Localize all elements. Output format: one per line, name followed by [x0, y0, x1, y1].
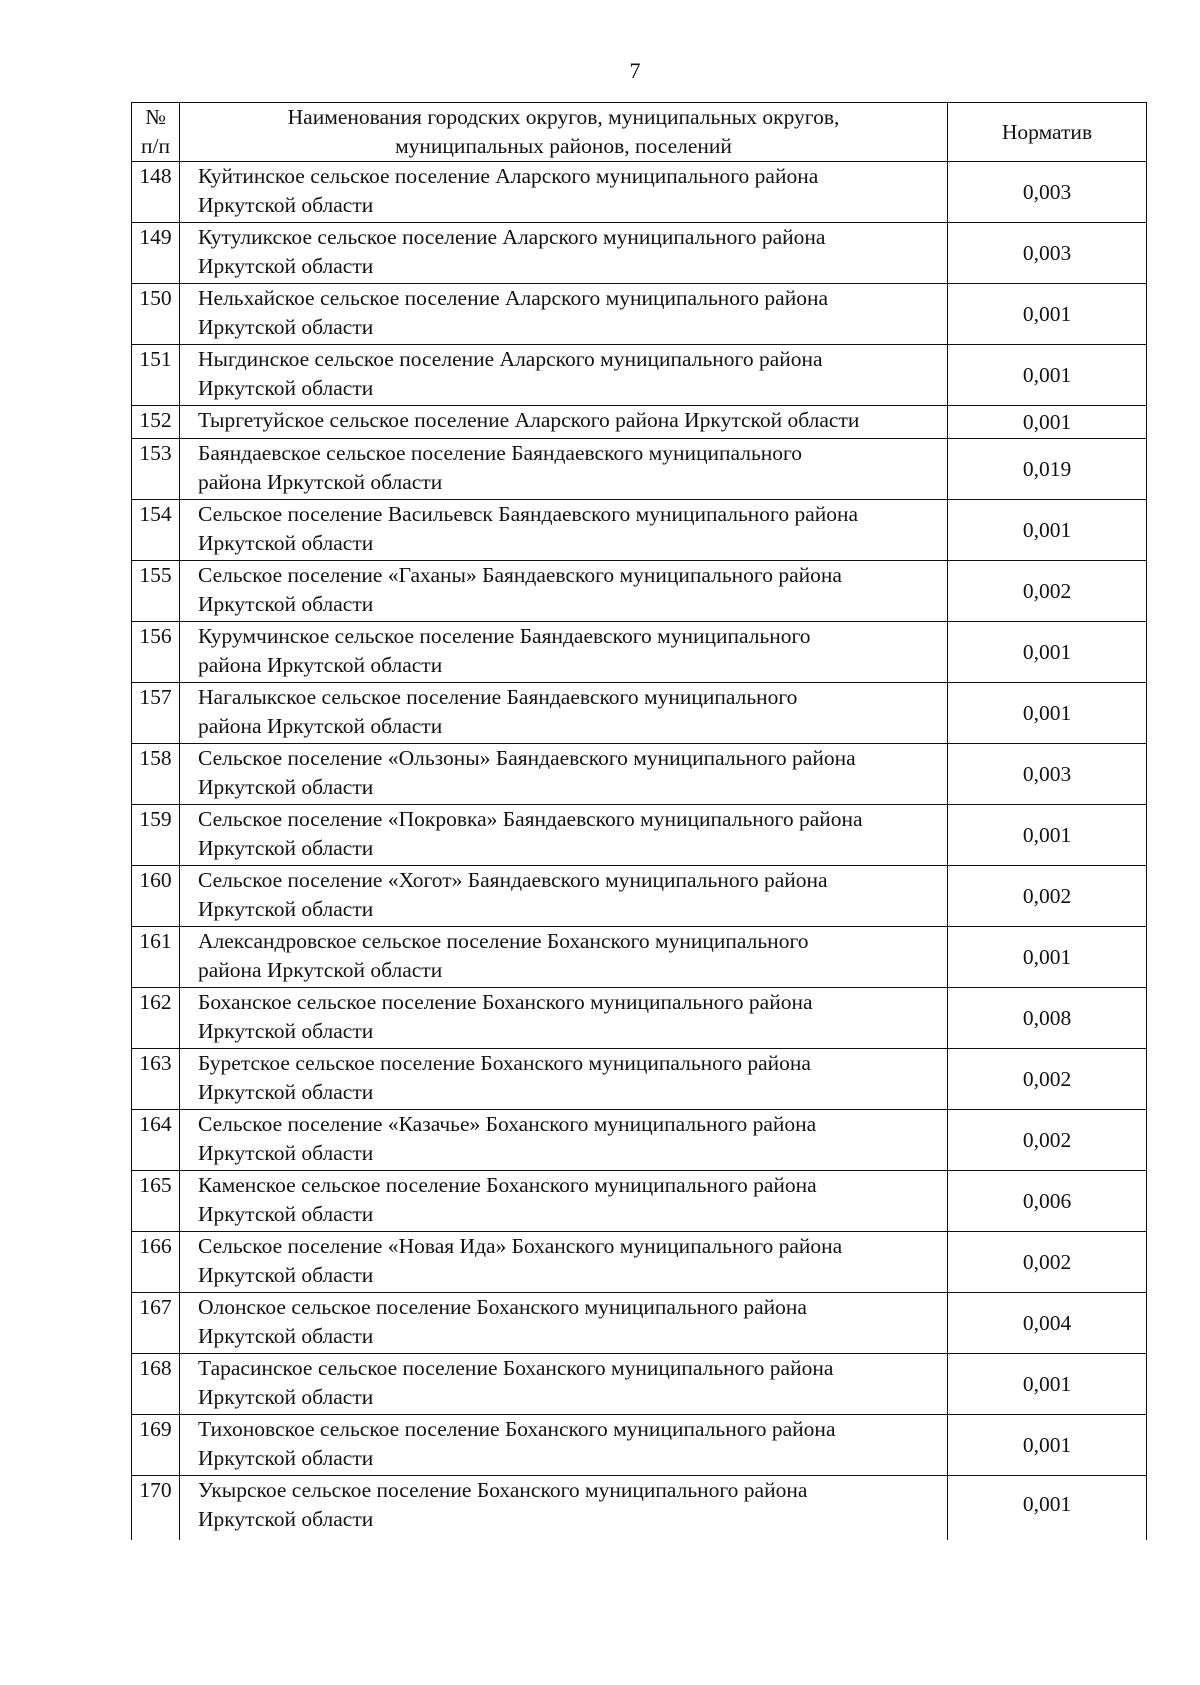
row-value: 0,006	[948, 1171, 1147, 1232]
row-name-line1: Сельское поселение «Хогот» Баяндаевского муниципального района	[198, 868, 828, 892]
row-value: 0,003	[948, 744, 1147, 805]
row-name	[180, 1171, 948, 1232]
row-value: 0,002	[948, 1110, 1147, 1171]
row-name-line2: Иркутской области	[198, 836, 374, 860]
row-value: 0,001	[948, 1476, 1147, 1541]
row-value: 0,008	[948, 988, 1147, 1049]
row-number: 168	[132, 1354, 180, 1415]
row-value: 0,001	[948, 927, 1147, 988]
row-value: 0,001	[948, 1415, 1147, 1476]
row-name-line1: Тарасинское сельское поселение Боханского муниципального района	[198, 1356, 834, 1380]
row-number: 155	[132, 561, 180, 622]
row-number: 151	[132, 345, 180, 406]
row-name-line2: Иркутской области	[198, 531, 374, 555]
row-value: 0,002	[948, 1049, 1147, 1110]
row-number: 152	[132, 406, 180, 439]
row-value: 0,003	[948, 223, 1147, 284]
row-name	[180, 1354, 948, 1415]
table-row	[132, 439, 1147, 500]
page-number: 7	[629, 58, 641, 83]
normative-table	[131, 102, 1147, 1540]
row-value: 0,019	[948, 439, 1147, 500]
row-name-line1: Нельхайское сельское поселение Аларского муниципального района	[198, 286, 829, 310]
row-number: 169	[132, 1415, 180, 1476]
row-name-line2: Иркутской области	[198, 775, 374, 799]
row-name-line1: Баяндаевское сельское поселение Баяндаевского муниципального	[198, 441, 803, 465]
row-name	[180, 744, 948, 805]
row-name-line2: Иркутской области	[198, 1263, 374, 1287]
table-row	[132, 1354, 1147, 1415]
row-value: 0,002	[948, 1232, 1147, 1293]
row-value: 0,001	[948, 1354, 1147, 1415]
row-number: 154	[132, 500, 180, 561]
row-name-line2: Иркутской области	[198, 1019, 374, 1043]
row-number: 163	[132, 1049, 180, 1110]
table-body	[132, 162, 1147, 1541]
header-name-line2: муниципальных районов, поселений	[395, 134, 732, 158]
header-number-line1: №	[145, 105, 166, 129]
row-name-line2: Иркутской области	[198, 254, 374, 278]
row-number: 165	[132, 1171, 180, 1232]
row-name	[180, 1293, 948, 1354]
table-row	[132, 1293, 1147, 1354]
table-row	[132, 1232, 1147, 1293]
row-name-line2: Иркутской области	[198, 1324, 374, 1348]
table-row	[132, 988, 1147, 1049]
row-name-line1: Олонское сельское поселение Боханского муниципального района	[198, 1295, 807, 1319]
row-value: 0,001	[948, 500, 1147, 561]
table-row	[132, 927, 1147, 988]
row-number: 153	[132, 439, 180, 500]
row-number: 170	[132, 1476, 180, 1541]
table-row	[132, 1049, 1147, 1110]
table-row	[132, 622, 1147, 683]
row-number: 158	[132, 744, 180, 805]
row-name	[180, 683, 948, 744]
row-number: 162	[132, 988, 180, 1049]
row-name	[180, 345, 948, 406]
table-row	[132, 1415, 1147, 1476]
row-value: 0,001	[948, 406, 1147, 439]
row-name-line1: Тыргетуйское сельское поселение Аларского района Иркутской области	[198, 408, 860, 432]
row-number: 150	[132, 284, 180, 345]
header-value: Норматив	[948, 103, 1147, 162]
row-name-line1: Буретское сельское поселение Боханского муниципального района	[198, 1051, 811, 1075]
row-number: 149	[132, 223, 180, 284]
row-name-line1: Сельское поселение «Новая Ида» Боханского муниципального района	[198, 1234, 843, 1258]
row-number: 167	[132, 1293, 180, 1354]
table-row	[132, 345, 1147, 406]
header-name	[180, 103, 948, 162]
row-name-line2: Иркутской области	[198, 315, 374, 339]
row-name-line2: района Иркутской области	[198, 653, 443, 677]
row-name	[180, 406, 948, 439]
row-name-line1: Курумчинское сельское поселение Баяндаевского муниципального	[198, 624, 811, 648]
row-name-line2: Иркутской области	[198, 1507, 374, 1531]
row-name	[180, 284, 948, 345]
row-name	[180, 1049, 948, 1110]
row-value: 0,001	[948, 805, 1147, 866]
table-row	[132, 162, 1147, 223]
row-name	[180, 927, 948, 988]
row-value: 0,001	[948, 622, 1147, 683]
row-value: 0,003	[948, 162, 1147, 223]
row-name	[180, 988, 948, 1049]
row-number: 148	[132, 162, 180, 223]
row-name-line2: Иркутской области	[198, 897, 374, 921]
table-row	[132, 284, 1147, 345]
row-name-line2: Иркутской области	[198, 1446, 374, 1470]
row-name-line1: Нагалыкское сельское поселение Баяндаевского муниципального	[198, 685, 798, 709]
row-name-line2: Иркутской области	[198, 1385, 374, 1409]
header-name-line1: Наименования городских округов, муниципальных округов,	[287, 105, 840, 129]
table-row	[132, 866, 1147, 927]
row-name-line2: Иркутской области	[198, 193, 374, 217]
header-number-line2: п/п	[141, 134, 170, 158]
header-number	[132, 103, 180, 162]
row-name-line1: Каменское сельское поселение Боханского муниципального района	[198, 1173, 817, 1197]
row-name-line1: Александровское сельское поселение Боханского муниципального	[198, 929, 809, 953]
row-name-line2: Иркутской области	[198, 592, 374, 616]
table-row	[132, 744, 1147, 805]
row-name-line1: Боханское сельское поселение Боханского муниципального района	[198, 990, 813, 1014]
table-row	[132, 805, 1147, 866]
row-name-line2: Иркутской области	[198, 1202, 374, 1226]
table-row	[132, 406, 1147, 439]
table-row	[132, 683, 1147, 744]
row-value: 0,002	[948, 561, 1147, 622]
row-number: 157	[132, 683, 180, 744]
row-number: 156	[132, 622, 180, 683]
row-name-line1: Кутуликское сельское поселение Аларского муниципального района	[198, 225, 826, 249]
table-row	[132, 1171, 1147, 1232]
row-value: 0,001	[948, 683, 1147, 744]
row-name	[180, 805, 948, 866]
table-row	[132, 1476, 1147, 1541]
row-name-line2: района Иркутской области	[198, 958, 443, 982]
row-name-line1: Ныгдинское сельское поселение Аларского муниципального района	[198, 347, 823, 371]
row-name	[180, 1232, 948, 1293]
table-row	[132, 561, 1147, 622]
row-name	[180, 561, 948, 622]
row-number: 161	[132, 927, 180, 988]
row-name-line1: Сельское поселение «Ользоны» Баяндаевского муниципального района	[198, 746, 856, 770]
row-name-line1: Тихоновское сельское поселение Боханского муниципального района	[198, 1417, 836, 1441]
row-name	[180, 1110, 948, 1171]
row-name-line2: района Иркутской области	[198, 714, 443, 738]
row-name	[180, 223, 948, 284]
table-row	[132, 223, 1147, 284]
row-name-line1: Укырское сельское поселение Боханского муниципального района	[198, 1478, 808, 1502]
row-number: 166	[132, 1232, 180, 1293]
row-name	[180, 439, 948, 500]
row-name-line2: Иркутской области	[198, 1141, 374, 1165]
row-name	[180, 1476, 948, 1541]
row-name-line2: района Иркутской области	[198, 470, 443, 494]
table-row	[132, 500, 1147, 561]
row-name	[180, 866, 948, 927]
row-name-line1: Сельское поселение Васильевск Баяндаевского муниципального района	[198, 502, 859, 526]
row-name-line1: Сельское поселение «Гаханы» Баяндаевского муниципального района	[198, 563, 842, 587]
row-number: 164	[132, 1110, 180, 1171]
row-value: 0,004	[948, 1293, 1147, 1354]
row-name-line1: Сельское поселение «Покровка» Баяндаевского муниципального района	[198, 807, 863, 831]
row-value: 0,001	[948, 345, 1147, 406]
row-number: 160	[132, 866, 180, 927]
row-name	[180, 500, 948, 561]
row-name	[180, 162, 948, 223]
table-row	[132, 1110, 1147, 1171]
row-number: 159	[132, 805, 180, 866]
row-value: 0,002	[948, 866, 1147, 927]
row-name-line1: Сельское поселение «Казачье» Боханского муниципального района	[198, 1112, 817, 1136]
row-name	[180, 622, 948, 683]
row-name	[180, 1415, 948, 1476]
row-name-line2: Иркутской области	[198, 1080, 374, 1104]
row-name-line1: Куйтинское сельское поселение Аларского муниципального района	[198, 164, 819, 188]
table-header-row	[132, 103, 1147, 162]
row-value: 0,001	[948, 284, 1147, 345]
row-name-line2: Иркутской области	[198, 376, 374, 400]
